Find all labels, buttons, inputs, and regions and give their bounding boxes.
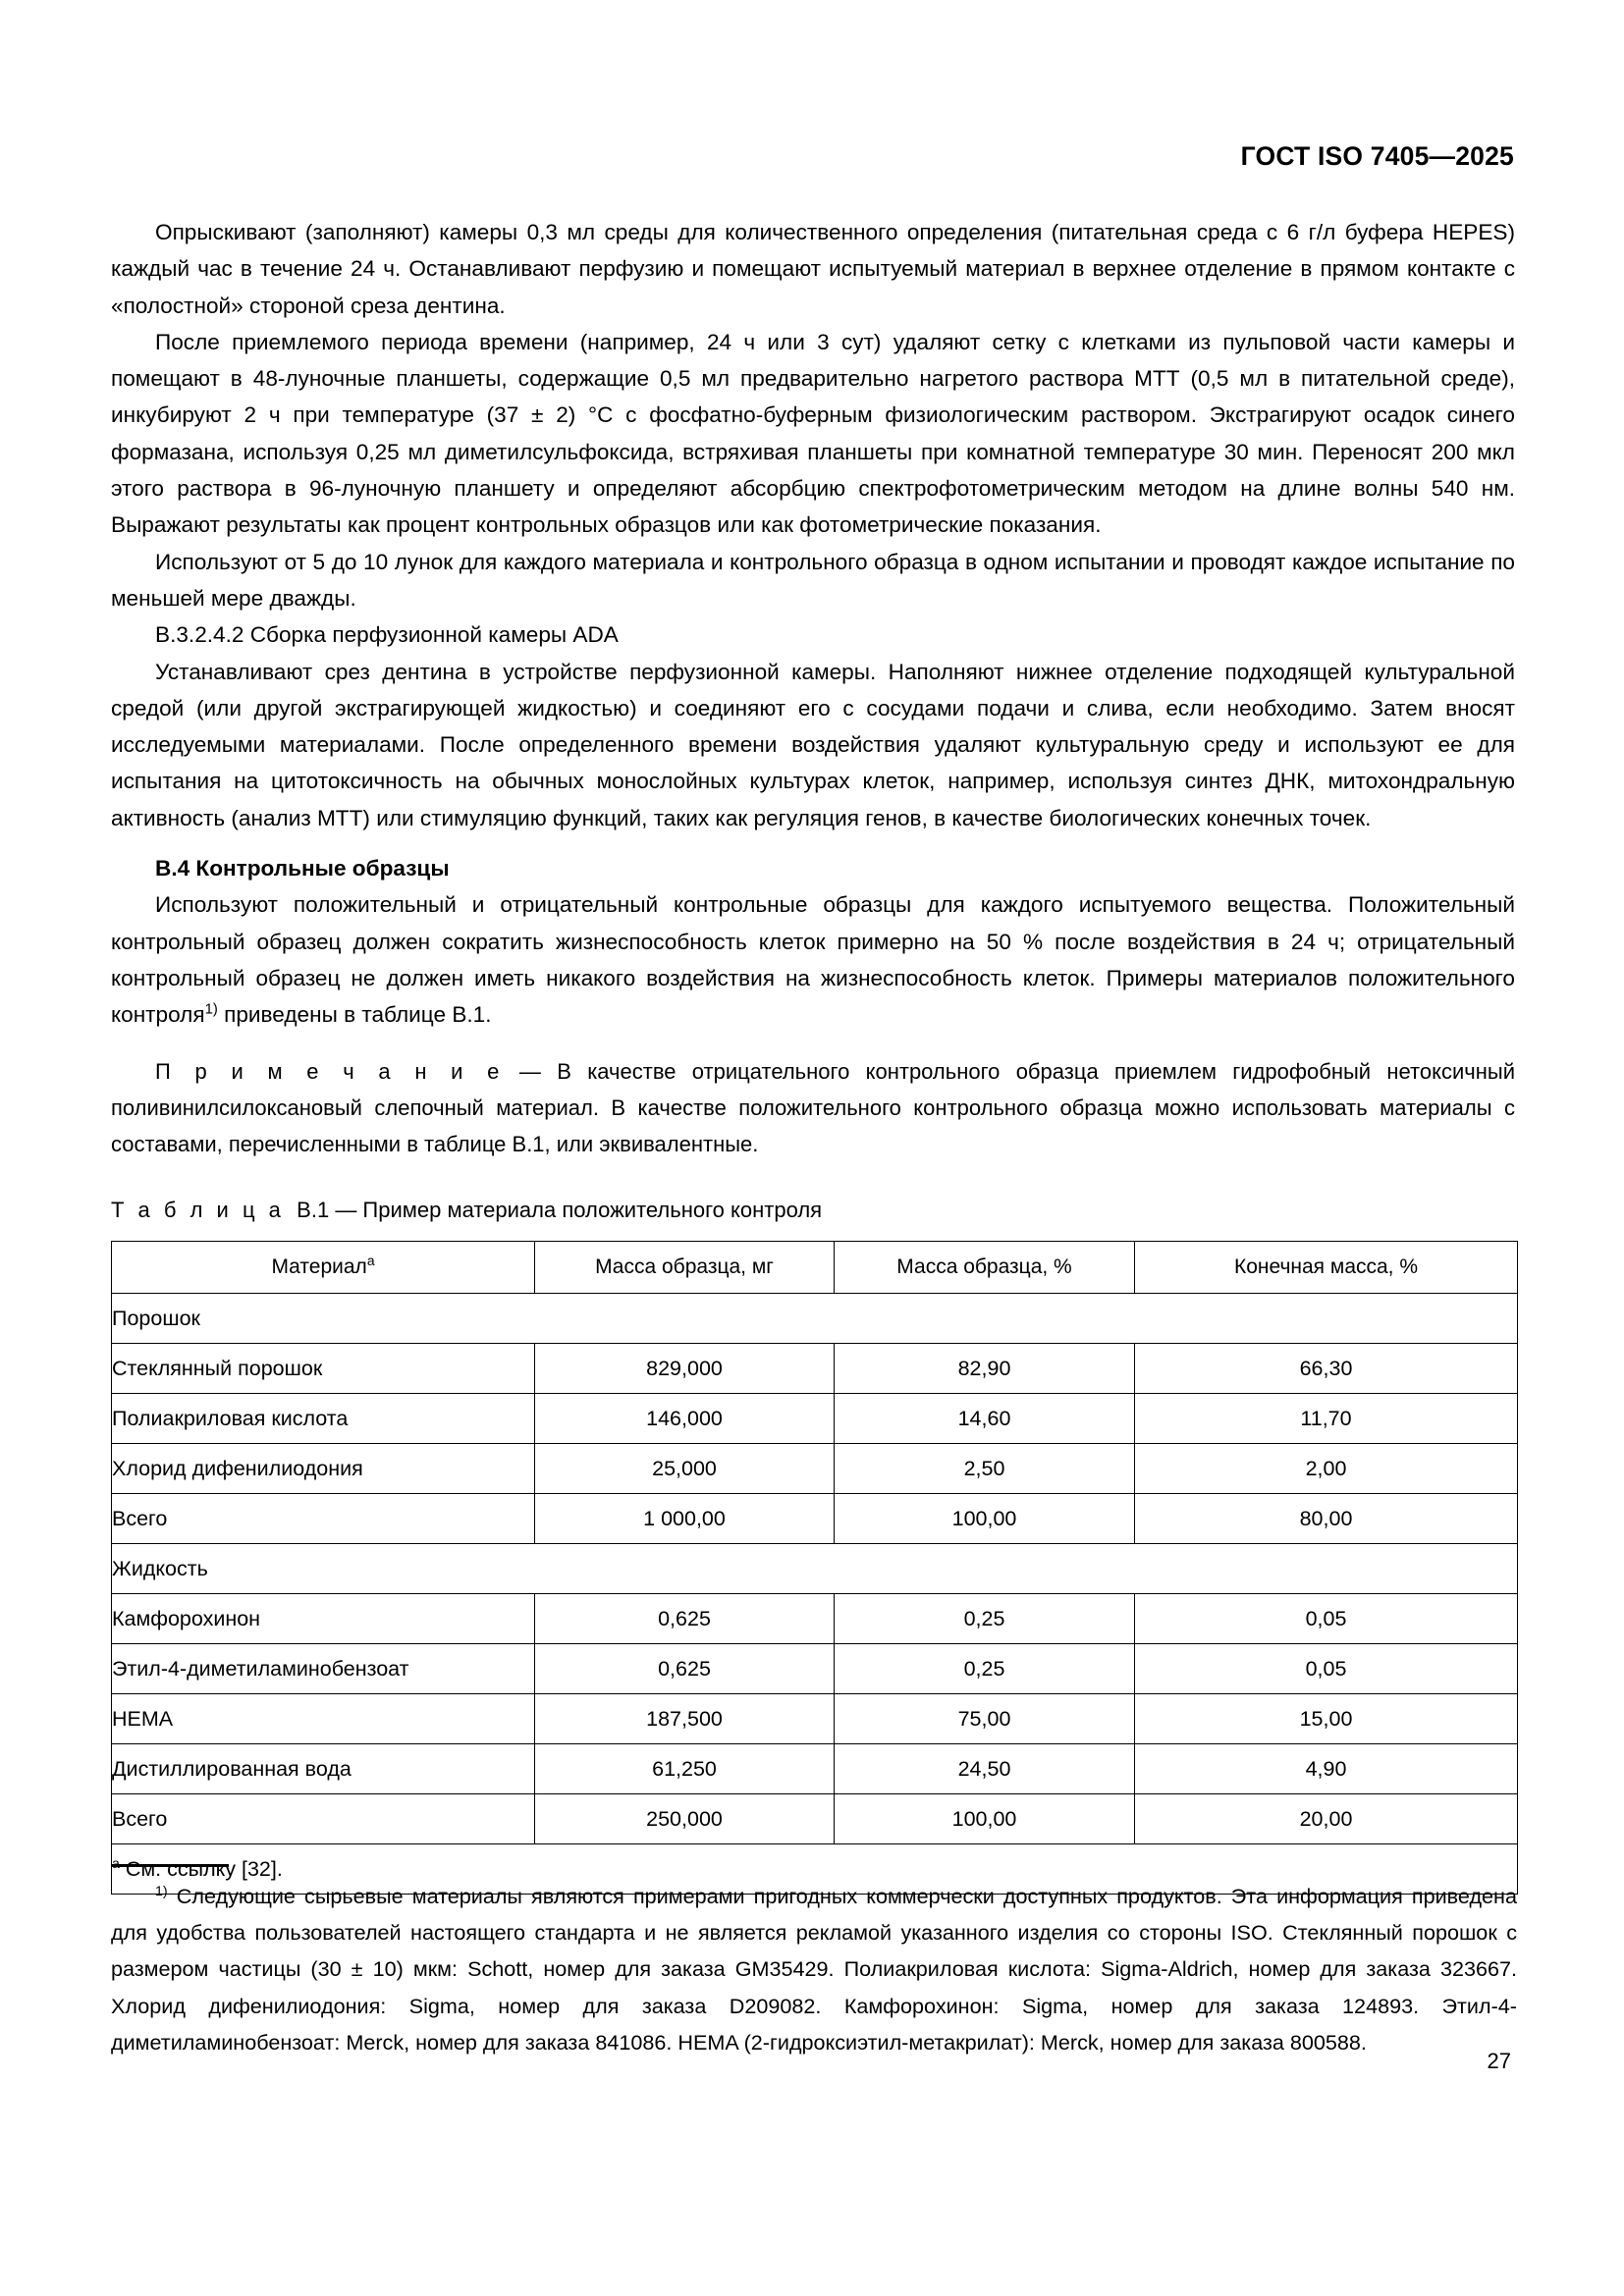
column-header-final-mass-percent: Конечная масса, % bbox=[1135, 1242, 1518, 1294]
page-content bbox=[111, 214, 1515, 1895]
footnote-separator-rule bbox=[111, 1864, 229, 1867]
cell-mass-percent: 2,50 bbox=[835, 1444, 1135, 1494]
table-caption-text: — Пример материала положительного контроля bbox=[335, 1198, 823, 1223]
cell-final-mass-percent: 66,30 bbox=[1135, 1344, 1518, 1394]
cell-mass-mg: 25,000 bbox=[535, 1444, 835, 1494]
cell-mass-mg: 829,000 bbox=[535, 1344, 835, 1394]
table-row-total bbox=[112, 1494, 1518, 1544]
cell-final-mass-percent: 4,90 bbox=[1135, 1744, 1518, 1794]
cell-mass-percent: 0,25 bbox=[835, 1594, 1135, 1644]
cell-mass-mg: 1 000,00 bbox=[535, 1494, 835, 1544]
cell-final-mass-percent: 0,05 bbox=[1135, 1644, 1518, 1694]
cell-material: Стеклянный порошок bbox=[112, 1344, 535, 1394]
table-b1-positive-control-material bbox=[111, 1241, 1518, 1895]
cell-mass-percent: 24,50 bbox=[835, 1744, 1135, 1794]
table-group-row bbox=[112, 1544, 1518, 1594]
cell-mass-mg: 250,000 bbox=[535, 1794, 835, 1844]
table-group-row bbox=[112, 1294, 1518, 1344]
cell-mass-percent: 75,00 bbox=[835, 1694, 1135, 1744]
table-row bbox=[112, 1344, 1518, 1394]
page-header-standard-id: ГОСТ ISO 7405—2025 bbox=[1240, 141, 1514, 171]
note-negative-control bbox=[111, 1034, 1515, 1163]
cell-material: Всего bbox=[112, 1794, 535, 1844]
cell-material: Хлорид дифенилиодония bbox=[112, 1444, 535, 1494]
table-row bbox=[112, 1594, 1518, 1644]
cell-mass-percent: 100,00 bbox=[835, 1794, 1135, 1844]
cell-final-mass-percent: 15,00 bbox=[1135, 1694, 1518, 1744]
cell-final-mass-percent: 11,70 bbox=[1135, 1394, 1518, 1444]
cell-mass-percent: 82,90 bbox=[835, 1344, 1135, 1394]
cell-material: Дистиллированная вода bbox=[112, 1744, 535, 1794]
table-header-row bbox=[112, 1242, 1518, 1294]
section-heading-b4: В.4 Контрольные образцы bbox=[155, 856, 450, 881]
note-body: — В качестве отрицательного контрольного образца приемлем гидрофобный нетоксичный поливинилсилоксановый слепочный материал. В качестве положительного контрольного образца можно использовать материалы с составами, перечисленными в таблице В.1, или эквивалентные. bbox=[111, 1058, 1515, 1157]
paragraph-spray-chambers: Опрыскивают (заполняют) камеры 0,3 мл среды для количественного определения (питательная среда с 6 г/л буфера HEPES) каждый час в течение 24 ч. Останавливают перфузию и помещают испытуемый материал в верхнее отделение в прямом контакте с «полостной» стороной среза дентина. bbox=[111, 220, 1515, 318]
footnote-reference-1: 1) bbox=[204, 1001, 218, 1018]
column-header-mass-percent: Масса образца, % bbox=[835, 1242, 1135, 1294]
clause-heading-b32442: В.3.2.4.2 Сборка перфузионной камеры ADA bbox=[155, 622, 619, 648]
page-footnote-marker: 1) bbox=[155, 1883, 168, 1899]
cell-mass-mg: 61,250 bbox=[535, 1744, 835, 1794]
cell-mass-percent: 100,00 bbox=[835, 1494, 1135, 1544]
cell-material: Этил-4-диметиламинобензоат bbox=[112, 1644, 535, 1694]
table-body bbox=[112, 1294, 1518, 1895]
page-footnote-1 bbox=[111, 1878, 1517, 2060]
column-header-mass-mg: Масса образца, мг bbox=[535, 1242, 835, 1294]
paragraph-control-samples-text-a: Используют положительный и отрицательный контрольные образцы для каждого испытуемого вещества. Положительный контрольный образец должен сократить жизнеспособность клеток примерно на 50 % после воздействия в 24 ч; отрицательный контрольный образец не должен иметь никакого воздействия на жизнеспособность клеток. Примеры материалов положительного контроля bbox=[111, 892, 1515, 1028]
cell-mass-mg: 146,000 bbox=[535, 1394, 835, 1444]
table-footnote-text: См. ссылку [32]. bbox=[119, 1856, 283, 1881]
table-row bbox=[112, 1694, 1518, 1744]
column-header-material-label: Материал bbox=[271, 1255, 367, 1279]
table-caption bbox=[111, 1162, 1515, 1225]
table-caption-label: Т а б л и ц а bbox=[111, 1198, 285, 1223]
paragraph-control-samples-text-b: приведены в таблице В.1. bbox=[217, 1002, 492, 1028]
table-row bbox=[112, 1644, 1518, 1694]
table-header bbox=[112, 1242, 1518, 1294]
cell-mass-mg: 0,625 bbox=[535, 1594, 835, 1644]
cell-final-mass-percent: 2,00 bbox=[1135, 1444, 1518, 1494]
table-footnote-marker: a bbox=[112, 1855, 120, 1872]
table-row-total bbox=[112, 1794, 1518, 1844]
cell-material: Камфорохинон bbox=[112, 1594, 535, 1644]
cell-final-mass-percent: 0,05 bbox=[1135, 1594, 1518, 1644]
page-footnote-text: Следующие сырьевые материалы являются примерами пригодных коммерчески доступных продуктов. Эта информация приведена для удобства пользователей настоящего стандарта и не является рекламой указанного изделия со стороны ISO. Стеклянный порошок с размером частицы (30 ± 10) мкм: Schott, номер для заказа GM35429. Полиакриловая кислота: Sigma-Aldrich, номер для заказа 323667. Хлорид дифенилиодония: Sigma, номер для заказа D209082. Камфорохинон: Sigma, номер для заказа 124893. Этил-4-диметиламинобензоат: Merck, номер для заказа 841086. HEMA (2-гидроксиэтил-метакрилат): Merck, номер для заказа 800588. bbox=[111, 1884, 1517, 2055]
cell-final-mass-percent: 20,00 bbox=[1135, 1794, 1518, 1844]
group-title-liquid: Жидкость bbox=[112, 1544, 1518, 1594]
cell-mass-percent: 14,60 bbox=[835, 1394, 1135, 1444]
page-number: 27 bbox=[1487, 2049, 1511, 2073]
column-header-material bbox=[112, 1242, 535, 1294]
cell-material: Полиакриловая кислота bbox=[112, 1394, 535, 1444]
cell-mass-mg: 187,500 bbox=[535, 1694, 835, 1744]
table-row bbox=[112, 1394, 1518, 1444]
column-header-footnote-marker: a bbox=[366, 1253, 375, 1269]
table-caption-number: В.1 bbox=[297, 1198, 330, 1223]
table-row bbox=[112, 1444, 1518, 1494]
group-title-powder: Порошок bbox=[112, 1294, 1518, 1344]
cell-material: Всего bbox=[112, 1494, 535, 1544]
cell-mass-mg: 0,625 bbox=[535, 1644, 835, 1694]
paragraph-wells-count: Используют от 5 до 10 лунок для каждого материала и контрольного образца в одном испытании и проводят каждое испытание по меньшей мере дважды. bbox=[111, 549, 1515, 611]
paragraph-control-samples bbox=[111, 886, 1515, 1033]
paragraph-mtt-procedure: После приемлемого периода времени (например, 24 ч или 3 сут) удаляют сетку с клетками из пульповой части камеры и помещают в 48-луночные планшеты, содержащие 0,5 мл предварительно нагретого раствора МТТ (0,5 мл в питательной среде), инкубируют 2 ч при температуре (37 ± 2) °C с фосфатно-буферным физиологическим раствором. Экстрагируют осадок синего формазана, используя 0,25 мл диметилсульфоксида, встряхивая планшеты при комнатной температуре 30 мин. Переносят 200 мкл этого раствора в 96-луночную планшету и определяют абсорбцию спектрофотометрическим методом на длине волны 540 нм. Выражают результаты как процент контрольных образцов или как фотометрические показания. bbox=[111, 329, 1515, 538]
cell-material: HEMA bbox=[112, 1694, 535, 1744]
cell-mass-percent: 0,25 bbox=[835, 1644, 1135, 1694]
paragraph-ada-chamber-assembly: Устанавливают срез дентина в устройстве перфузионной камеры. Наполняют нижнее отделение подходящей культуральной средой (или другой экстрагирующей жидкостью) и соединяют его с сосудами подачи и слива, если необходимо. Затем вносят исследуемыми материалами. После определенного времени воздействия удаляют культуральную среду и используют ее для испытания на цитотоксичность на обычных монослойных культурах клеток, например, используя синтез ДНК, митохондральную активность (анализ МТТ) или стимуляцию функций, таких как регуляция генов, в качестве биологических конечных точек. bbox=[111, 659, 1515, 830]
cell-final-mass-percent: 80,00 bbox=[1135, 1494, 1518, 1544]
table-row bbox=[112, 1744, 1518, 1794]
note-label: П р и м е ч а н и е bbox=[155, 1058, 504, 1084]
